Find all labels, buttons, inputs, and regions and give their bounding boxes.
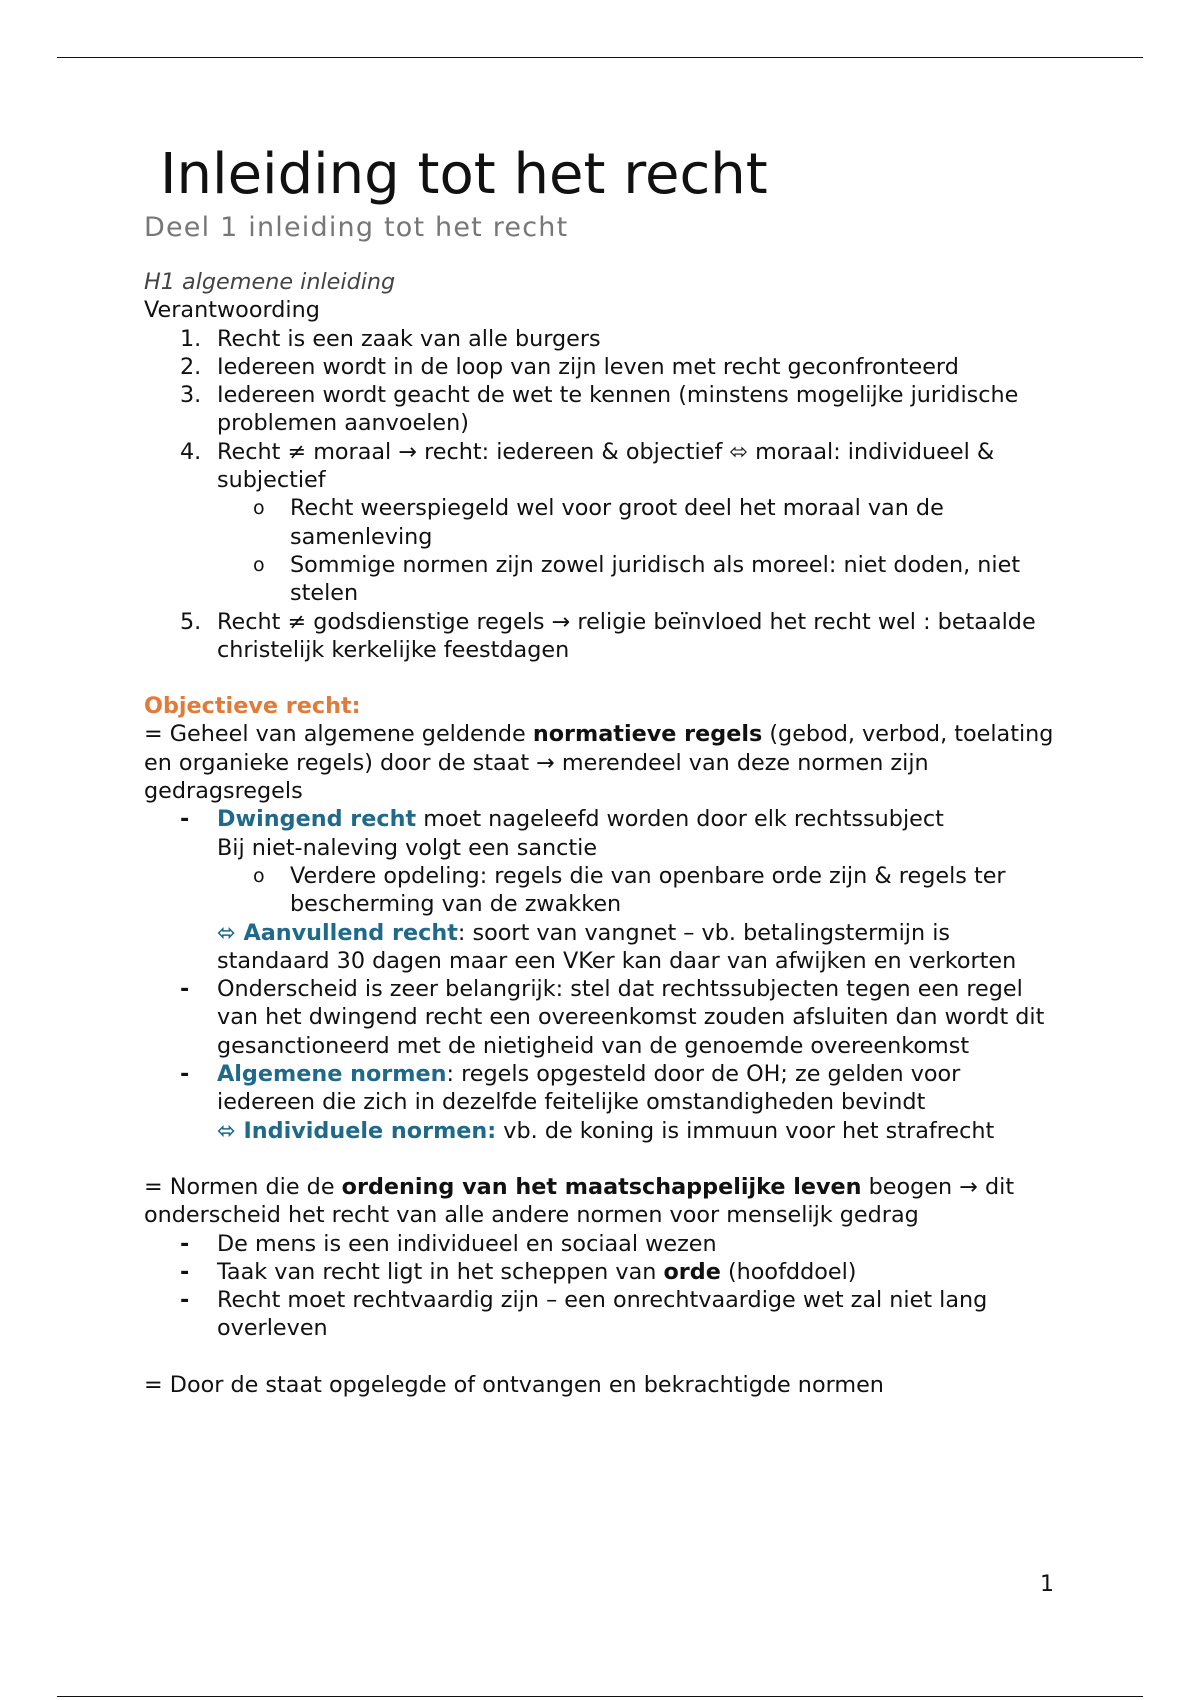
- dash-item-text: : regels opgesteld door de OH; ze gelden voor iedereen die zich in dezelfde feitelijke omstandigheden bevindt: [217, 1061, 961, 1116]
- numbered-list: [144, 325, 1064, 665]
- staat-definition: = Door de staat opgelegde of ontvangen en bekrachtigde normen: [144, 1371, 884, 1398]
- list-item: [144, 353, 1064, 381]
- dash-item: [144, 1286, 1064, 1343]
- header-rule: [57, 57, 1143, 58]
- list-item: [144, 438, 1064, 608]
- document-body: [144, 140, 1064, 1399]
- definition-text: = Normen die de: [144, 1173, 342, 1200]
- dash-bullet-icon: -: [180, 1287, 190, 1314]
- dash-item-text: : soort van vangnet – vb. betalingstermijn is standaard 30 dagen maar een VKer kan daar van afwijken en verkorten: [217, 919, 1017, 974]
- sub-list: [217, 494, 1064, 607]
- document-subtitle: Deel 1 inleiding tot het recht: [144, 212, 569, 243]
- normen-definition: [144, 1173, 1064, 1230]
- term-dwingend-recht: Dwingend recht: [217, 806, 417, 833]
- dash-bullet-icon: -: [180, 976, 190, 1003]
- dash-item-text: Bij niet-naleving volgt een sanctie: [217, 834, 598, 861]
- dash-item-text: moet nageleefd worden door elk rechtssubject: [416, 806, 944, 833]
- dash-item-text: De mens is een individueel en sociaal wezen: [217, 1230, 717, 1257]
- list-item-text: Iedereen wordt in de loop van zijn leven met recht geconfronteerd: [217, 353, 959, 380]
- list-item: [144, 608, 1064, 665]
- dash-item: [144, 805, 1064, 975]
- list-number: 1.: [180, 325, 202, 352]
- dash-bullet-icon: -: [180, 806, 190, 833]
- dash-item-text: Recht moet rechtvaardig zijn – een onrechtvaardige wet zal niet lang overleven: [217, 1287, 988, 1342]
- footer-rule: [57, 1696, 1143, 1697]
- definition-text: beogen → dit onderscheid het recht van alle andere normen voor menselijk gedrag: [144, 1173, 1015, 1229]
- list-item-text: Recht ≠ godsdienstige regels → religie beïnvloed het recht wel : betaalde christelijk kerkelijke feestdagen: [217, 608, 1036, 663]
- verantwoording-label: Verantwoording: [144, 297, 320, 324]
- objective-dash-list: [144, 805, 1064, 1145]
- dash-item-text: Onderscheid is zeer belangrijk: stel dat rechtssubjecten tegen een regel van het dwingend recht een overeenkomst zouden afsluiten dan wordt dit gesanctioneerd met de nietigheid van de genoemde overeenkomst: [217, 976, 1045, 1059]
- term-aanvullend-recht: ⬄ Aanvullend recht: [217, 919, 458, 946]
- sub-list-item: [217, 494, 1064, 551]
- section-heading: H1 algemene inleiding: [144, 269, 396, 295]
- list-number: 2.: [180, 353, 202, 380]
- list-number: 4.: [180, 438, 202, 465]
- term-algemene-normen: Algemene normen: [217, 1061, 447, 1088]
- dash-bullet-icon: -: [180, 1230, 190, 1257]
- objective-heading: Objectieve recht:: [144, 693, 361, 720]
- circle-bullet-icon: o: [253, 497, 265, 520]
- page-number: 1: [1040, 1572, 1054, 1597]
- list-item-text: Recht ≠ moraal → recht: iedereen & objectief ⬄ moraal: individueel & subjectief: [217, 438, 995, 494]
- list-number: 3.: [180, 382, 202, 409]
- list-item: [144, 325, 1064, 353]
- dash-item: [144, 1258, 1064, 1286]
- document-title: Inleiding tot het recht: [160, 142, 768, 207]
- objective-definition: [144, 720, 1064, 805]
- sub-list: [217, 862, 1064, 919]
- list-item-text: Recht is een zaak van alle burgers: [217, 325, 601, 352]
- circle-bullet-icon: o: [253, 553, 265, 576]
- list-item: [144, 381, 1064, 438]
- dash-bullet-icon: -: [180, 1061, 190, 1088]
- sub-list-item-text: Recht weerspiegeld wel voor groot deel het moraal van de samenleving: [290, 495, 944, 550]
- dash-item: [144, 975, 1064, 1060]
- dash-item-text: (hoofddoel): [720, 1258, 857, 1285]
- circle-bullet-icon: o: [253, 864, 265, 887]
- definition-text: (gebod, verbod, toelating en organieke regels) door de staat → merendeel van deze normen zijn gedragsregels: [144, 721, 1054, 805]
- definition-bold: normatieve regels: [532, 721, 763, 748]
- dash-item-text: vb. de koning is immuun voor het strafrecht: [496, 1117, 995, 1144]
- sub-list-item: [217, 862, 1064, 919]
- sub-list-item-text: Sommige normen zijn zowel juridisch als moreel: niet doden, niet stelen: [290, 551, 1021, 607]
- dash-item-text: Taak van recht ligt in het scheppen van: [217, 1258, 664, 1285]
- dash-item: [144, 1230, 1064, 1258]
- list-number: 5.: [180, 608, 202, 635]
- definition-bold: ordening van het maatschappelijke leven: [341, 1173, 862, 1200]
- definition-text: = Geheel van algemene geldende: [144, 721, 533, 748]
- normen-dash-list: [144, 1230, 1064, 1343]
- term-individuele-normen: ⬄ Individuele normen:: [217, 1117, 497, 1144]
- list-item-text: Iedereen wordt geacht de wet te kennen (minstens mogelijke juridische problemen aanvoelen): [217, 382, 1019, 437]
- sub-list-item: [217, 551, 1064, 608]
- dash-bullet-icon: -: [180, 1258, 190, 1285]
- dash-item-bold: orde: [663, 1258, 721, 1285]
- sub-list-item-text: Verdere opdeling: regels die van openbare orde zijn & regels ter bescherming van de zwakken: [290, 862, 1006, 918]
- dash-item: [144, 1060, 1064, 1145]
